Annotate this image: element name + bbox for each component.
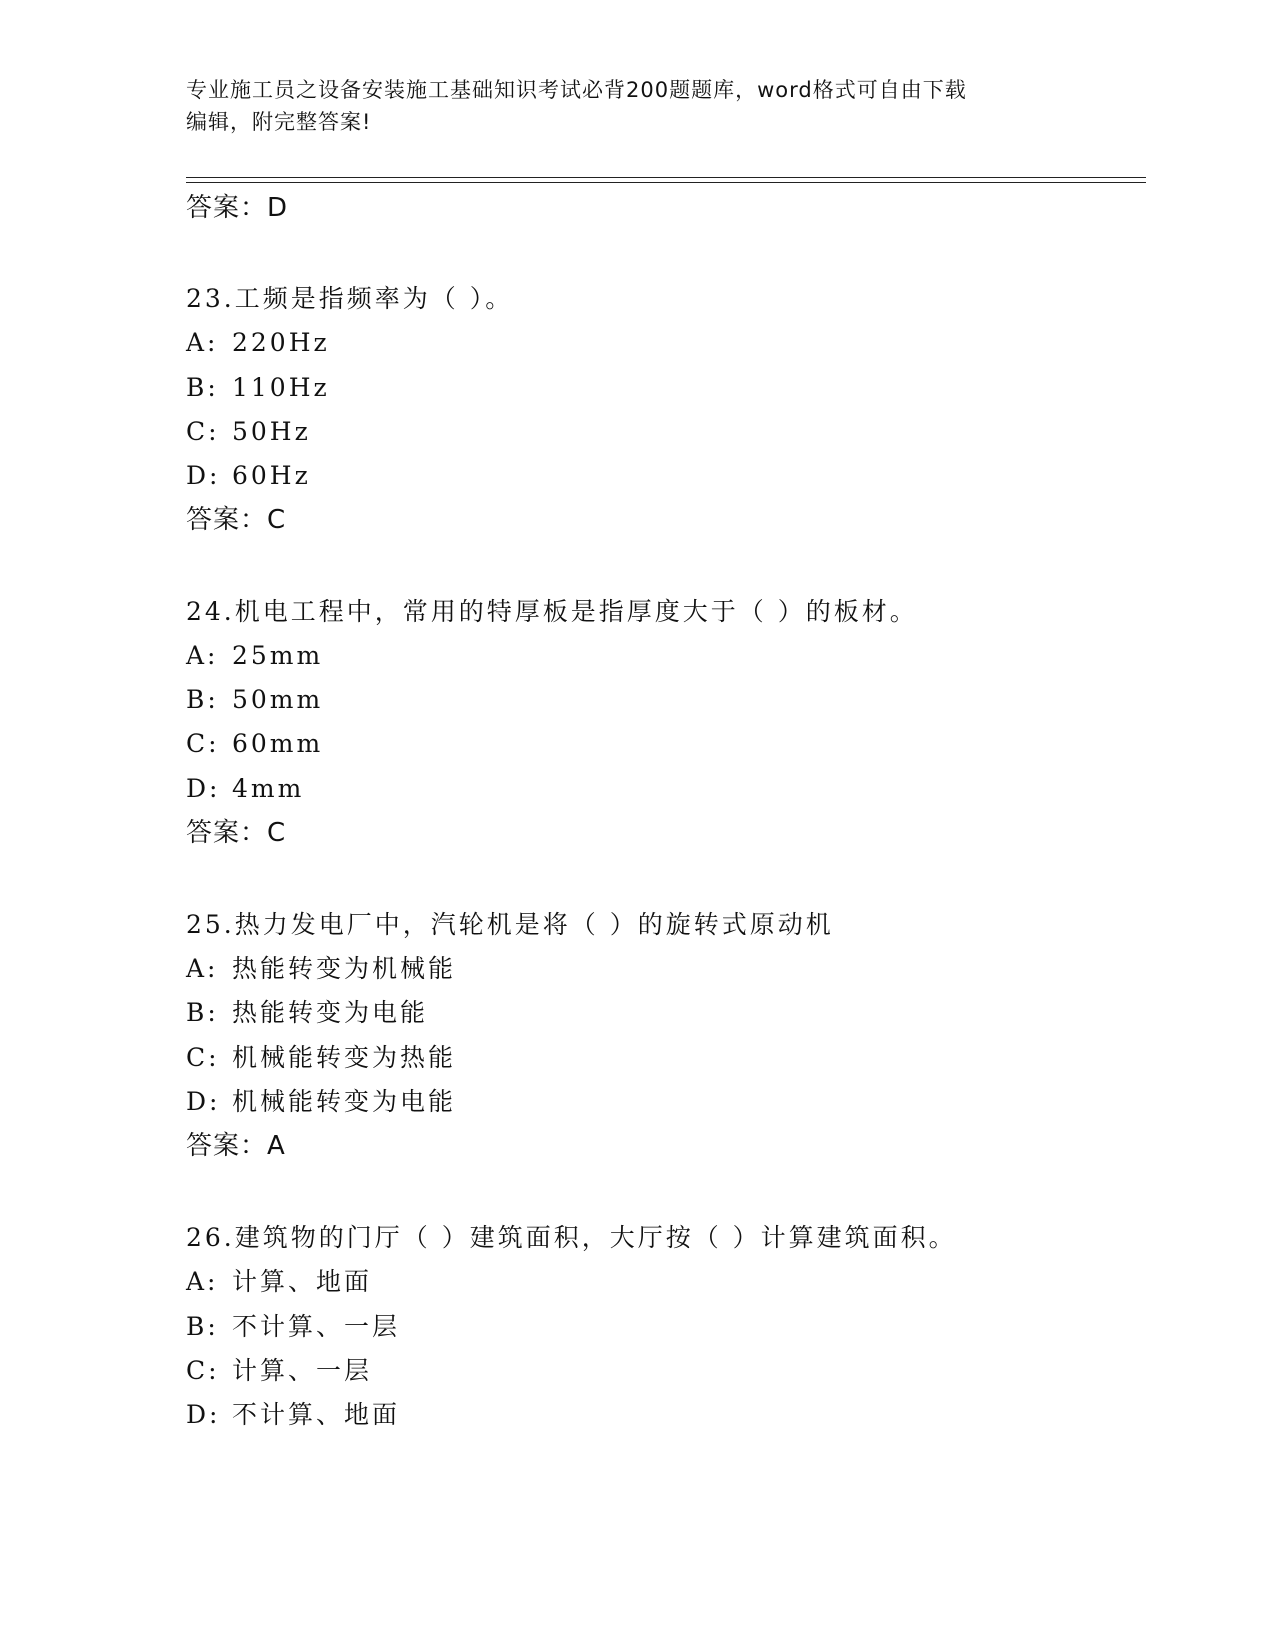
header-line-2: 编辑，附完整答案! bbox=[186, 110, 372, 134]
question-23-option-c bbox=[186, 417, 311, 447]
option-text: 220Hz bbox=[232, 328, 330, 357]
option-text: 机械能转变为电能 bbox=[232, 1087, 457, 1116]
question-26-option-a bbox=[186, 1267, 372, 1297]
option-text: 110Hz bbox=[232, 373, 330, 402]
previous-answer: 答案：D bbox=[186, 193, 289, 223]
option-label: B: bbox=[186, 1312, 219, 1341]
option-text: 50mm bbox=[232, 685, 324, 714]
question-25-option-a bbox=[186, 954, 456, 984]
option-text: 热能转变为机械能 bbox=[232, 954, 457, 983]
option-text: 60Hz bbox=[232, 461, 311, 490]
question-25-option-b bbox=[186, 998, 428, 1028]
question-23-answer: 答案：C bbox=[186, 505, 287, 535]
header-rule-top bbox=[186, 177, 1146, 178]
question-26-option-b bbox=[186, 1312, 400, 1342]
question-25-option-d bbox=[186, 1087, 456, 1117]
question-24-option-a bbox=[186, 641, 323, 671]
option-label: A: bbox=[186, 1267, 219, 1296]
option-label: B: bbox=[186, 998, 219, 1027]
option-label: C: bbox=[186, 729, 220, 758]
question-25-answer: 答案：A bbox=[186, 1131, 286, 1161]
question-24-option-b bbox=[186, 685, 323, 715]
option-text: 不计算、地面 bbox=[232, 1400, 401, 1429]
option-label: B: bbox=[186, 685, 219, 714]
option-label: C: bbox=[186, 1356, 220, 1385]
question-23-option-d bbox=[186, 461, 311, 491]
question-24-option-d bbox=[186, 774, 304, 804]
option-label: D: bbox=[186, 1400, 221, 1429]
option-text: 4mm bbox=[232, 774, 305, 803]
question-26-stem: 26.建筑物的门厅（ ）建筑面积，大厅按（ ）计算建筑面积。 bbox=[186, 1223, 957, 1252]
question-24-answer: 答案：C bbox=[186, 818, 287, 848]
option-text: 50Hz bbox=[232, 417, 311, 446]
option-label: B: bbox=[186, 373, 219, 402]
question-23-stem: 23.工频是指频率为（ ）。 bbox=[186, 284, 514, 313]
question-26-option-c bbox=[186, 1356, 372, 1386]
option-label: D: bbox=[186, 461, 221, 490]
option-label: C: bbox=[186, 1043, 220, 1072]
option-label: A: bbox=[186, 328, 219, 357]
document-header bbox=[186, 74, 1066, 138]
option-label: A: bbox=[186, 954, 219, 983]
option-text: 计算、地面 bbox=[232, 1267, 373, 1296]
header-line-1: 专业施工员之设备安装施工基础知识考试必背200题题库，word格式可自由下载 bbox=[186, 78, 967, 102]
option-label: A: bbox=[186, 641, 219, 670]
option-text: 60mm bbox=[232, 729, 324, 758]
option-label: C: bbox=[186, 417, 220, 446]
option-text: 热能转变为电能 bbox=[232, 998, 429, 1027]
header-rule-bottom bbox=[186, 182, 1146, 183]
option-text: 不计算、一层 bbox=[232, 1312, 401, 1341]
question-24-option-c bbox=[186, 729, 323, 759]
question-25-option-c bbox=[186, 1043, 456, 1073]
question-25-stem: 25.热力发电厂中，汽轮机是将（ ）的旋转式原动机 bbox=[186, 910, 834, 939]
question-23-option-b bbox=[186, 373, 330, 403]
question-24-stem: 24.机电工程中，常用的特厚板是指厚度大于（ ）的板材。 bbox=[186, 597, 918, 626]
question-23-option-a bbox=[186, 328, 330, 358]
option-label: D: bbox=[186, 774, 221, 803]
option-label: D: bbox=[186, 1087, 221, 1116]
option-text: 计算、一层 bbox=[232, 1356, 373, 1385]
question-26-option-d bbox=[186, 1400, 400, 1430]
option-text: 机械能转变为热能 bbox=[232, 1043, 457, 1072]
option-text: 25mm bbox=[232, 641, 324, 670]
